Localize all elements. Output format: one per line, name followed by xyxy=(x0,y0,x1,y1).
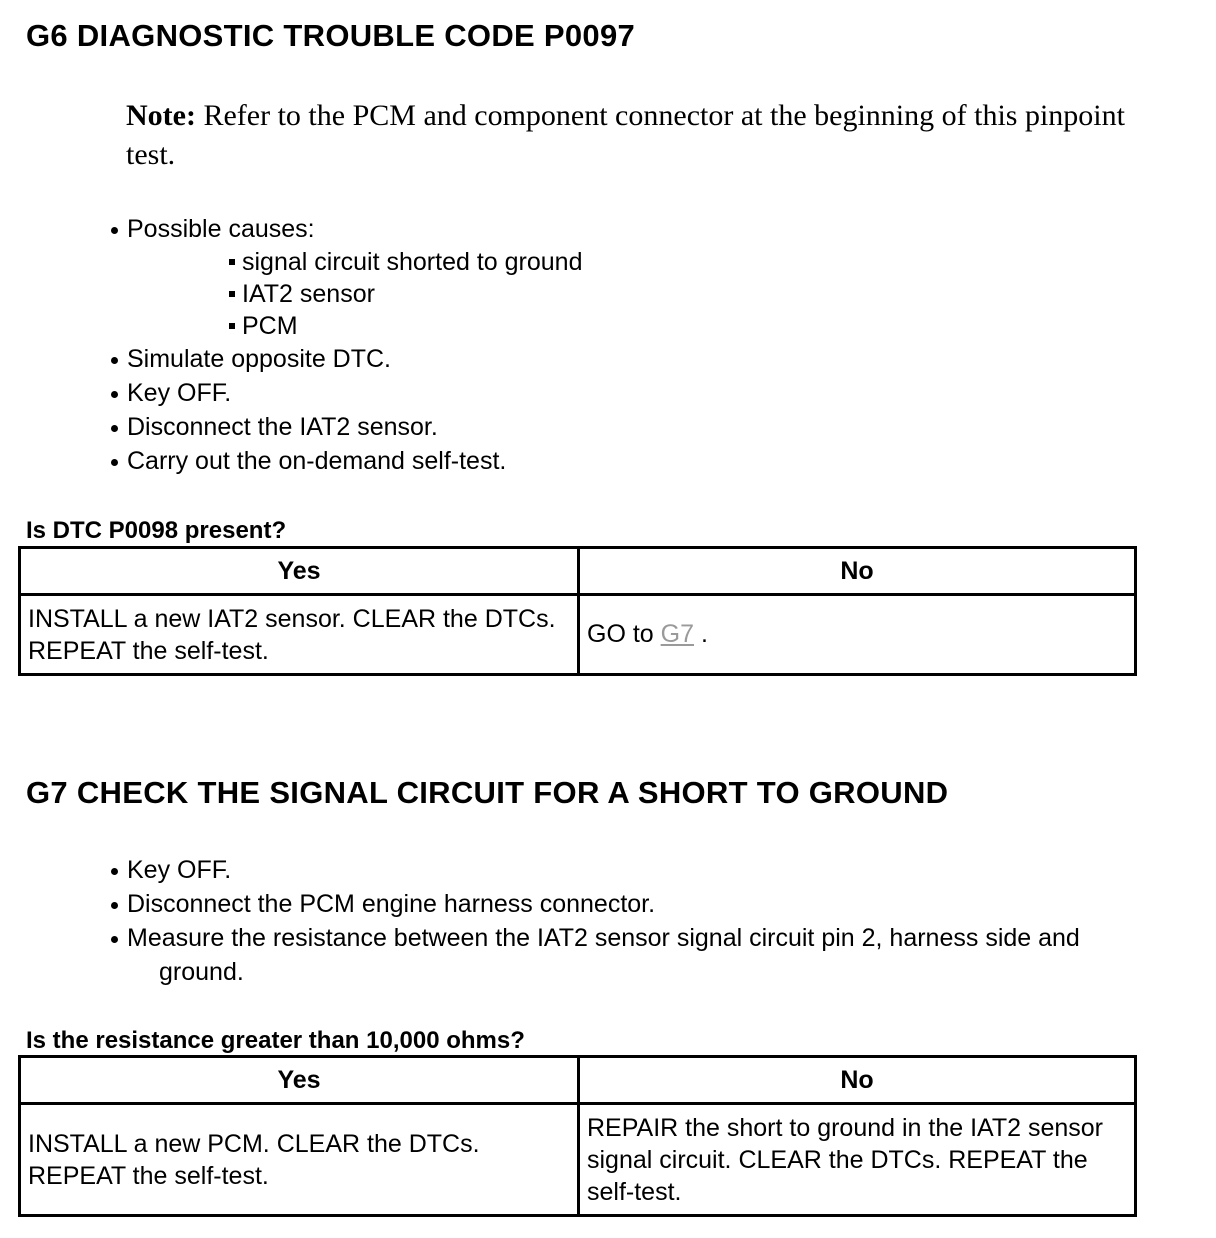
possible-causes-label: Possible causes: xyxy=(127,215,315,243)
g6-step-list xyxy=(110,212,582,478)
g7-link[interactable]: G7 xyxy=(660,620,694,648)
no-header: No xyxy=(579,548,1136,595)
cause-list xyxy=(127,246,582,342)
no-answer xyxy=(579,595,1136,675)
g6-note xyxy=(126,96,1136,174)
g6-step: Disconnect the IAT2 sensor. xyxy=(110,410,582,444)
no-header: No xyxy=(579,1057,1136,1104)
no-answer: REPAIR the short to ground in the IAT2 sensor signal circuit. CLEAR the DTCs. REPEAT the self-test. xyxy=(579,1104,1136,1216)
g7-step: Key OFF. xyxy=(110,853,1197,887)
go-to-suffix: . xyxy=(700,620,708,648)
g6-step: Simulate opposite DTC. xyxy=(110,342,582,376)
g7-answer-table xyxy=(18,1055,1137,1217)
g6-step: Key OFF. xyxy=(110,376,582,410)
measure-line-2: ground. xyxy=(159,958,244,986)
g6-step-possible-causes xyxy=(110,212,582,342)
cause-item: PCM xyxy=(227,310,582,342)
yes-answer: INSTALL a new IAT2 sensor. CLEAR the DTCs. REPEAT the self-test. xyxy=(20,595,579,675)
g7-step-list xyxy=(110,853,1197,989)
cause-item: IAT2 sensor xyxy=(227,278,582,310)
table-row xyxy=(20,595,1136,675)
go-to-text: GO to xyxy=(587,620,654,648)
yes-header: Yes xyxy=(20,1057,579,1104)
g6-question: Is DTC P0098 present? xyxy=(26,517,287,544)
note-label: Note: xyxy=(126,99,196,132)
measure-line-1: Measure the resistance between the IAT2 sensor signal circuit pin 2, harness side and xyxy=(127,924,1080,952)
g6-answer-table xyxy=(18,546,1137,676)
note-text: Refer to the PCM and component connector at the beginning of this pinpoint test. xyxy=(126,99,1125,171)
g7-step: Disconnect the PCM engine harness connector. xyxy=(110,887,1197,921)
g6-step: Carry out the on-demand self-test. xyxy=(110,444,582,478)
yes-answer: INSTALL a new PCM. CLEAR the DTCs. REPEAT the self-test. xyxy=(20,1104,579,1216)
g7-heading: G7 CHECK THE SIGNAL CIRCUIT FOR A SHORT TO GROUND xyxy=(26,775,949,810)
g7-question: Is the resistance greater than 10,000 ohms? xyxy=(26,1027,525,1054)
table-header-row xyxy=(20,1057,1136,1104)
cause-item: signal circuit shorted to ground xyxy=(227,246,582,278)
table-row xyxy=(20,1104,1136,1216)
table-header-row xyxy=(20,548,1136,595)
g6-heading: G6 DIAGNOSTIC TROUBLE CODE P0097 xyxy=(26,18,636,53)
yes-header: Yes xyxy=(20,548,579,595)
g7-step-measure xyxy=(110,921,1197,989)
